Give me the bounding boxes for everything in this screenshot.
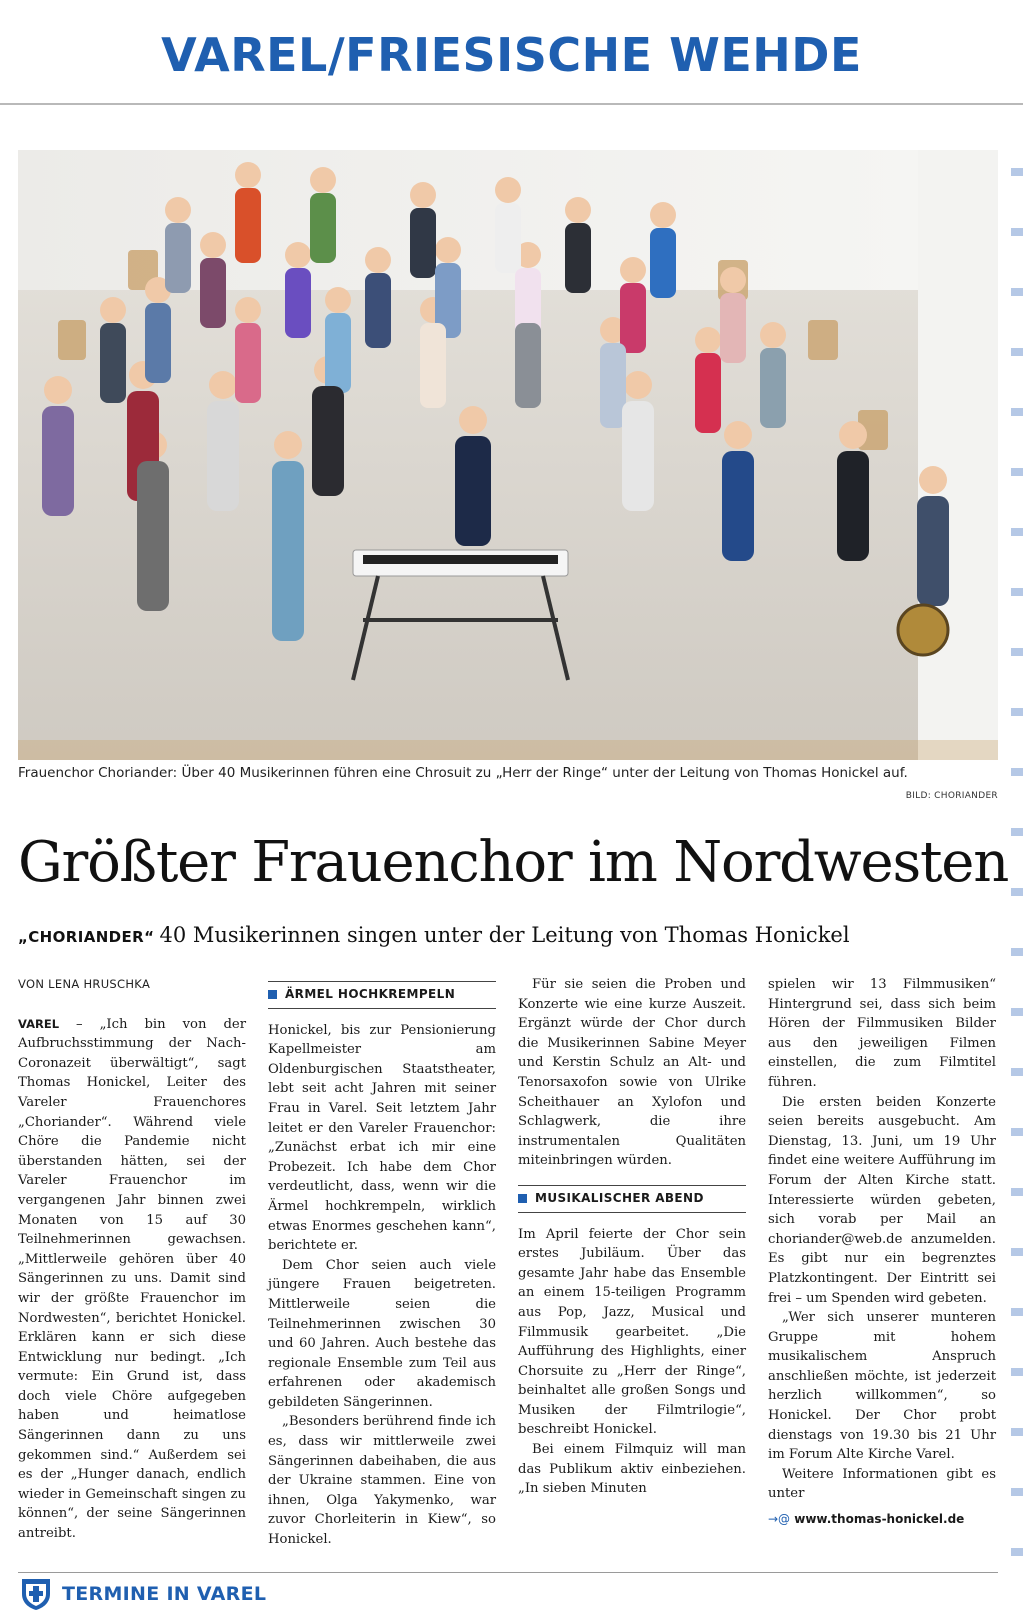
- link-arrow-icon: →@: [768, 1512, 791, 1527]
- section-title: VAREL/FRIESISCHE WEHDE: [161, 28, 862, 82]
- interim-heading-text: MUSIKALISCHER ABEND: [535, 1190, 704, 1205]
- photo-caption: Frauenchor Choriander: Über 40 Musikerinnen führen eine Chrosuit zu „Herr der Ringe“ unter der Leitung von Thomas Honickel auf.: [18, 765, 908, 781]
- article-headline: Größter Frauenchor im Nordwesten: [18, 830, 1009, 895]
- paragraph: „Besonders berührend finde ich es, dass wir mittlerweile zwei Sängerinnen dabeihaben, die aus der Ukraine stammen. Eine von ihnen, Olga Yakymenko, war zuvor Chorleiterin in Kiew“, so Honickel.: [268, 1414, 496, 1548]
- website-link-text[interactable]: www.thomas-honickel.de: [794, 1512, 965, 1527]
- paragraph-text: – „Ich bin von der Aufbruchsstimmung der Nach-Coronazeit überwältigt“, sagt Thomas Honickel, Leiter des Vareler Frauenchores „Choriander“. Während viele Chöre die Pandemie nicht überstanden hätten, sei der Vareler Frauenchor im vergangenen Jahr binnen zwei Monaten von 15 auf 30 Teilnehmerinnen gewachsen. „Mittlerweile gehören über 40 Sängerinnen zu uns. Damit sind wir der größte Frauenchor im Nordwesten“, berichtet Honickel. Erklären kann er sich diese Entwicklung nur bedingt. „Ich vermute: Ein Grund ist, dass doch viele Chöre aufgegeben haben und heimatlose Sängerinnen dann zu uns gekommen sind.“ Außerdem sei es der „Hunger danach, endlich wieder in Gemeinschaft singen zu können“, der seine Sängerinnen antreibt.: [18, 1016, 246, 1542]
- adjacent-column-edge: [1011, 150, 1023, 1600]
- paragraph: spielen wir 13 Filmmusiken“ Hintergrund sei, dass sich beim Hören der Filmmusiken Bilder aus den jeweiligen Filmen einstellen, die zum Filmtitel führen.: [768, 977, 996, 1090]
- article-subheadline: [18, 923, 1003, 947]
- article-column-2: [268, 975, 496, 1550]
- article-subheadline-text: 40 Musikerinnen singen unter der Leitung von Thomas Honickel: [159, 923, 850, 947]
- interim-heading-text: ÄRMEL HOCHKREMPELN: [285, 987, 456, 1001]
- paragraph: Bei einem Filmquiz will man das Publikum aktiv einbeziehen. „In sieben Minuten: [518, 1442, 746, 1497]
- section-header: [0, 0, 1023, 105]
- article-column-3: [518, 975, 746, 1499]
- article-column-4: [768, 975, 996, 1530]
- paragraph: Dem Chor seien auch viele jüngere Frauen beigetreten. Mittlerweile seien die Teilnehmerinnen zwischen 30 und 60 Jahren. Auch bestehe das regionale Ensemble zum Teil aus erfahrenen oder akademisch gebildeten Sängerinnen.: [268, 1257, 496, 1410]
- varel-crest-icon: [18, 1576, 54, 1612]
- footer-label: TERMINE IN VAREL: [62, 1583, 267, 1605]
- paragraph: Honickel, bis zur Pensionierung Kapellmeister am Oldenburgischen Staatstheater, lebt seit acht Jahren mit seiner Frau in Varel. Seit letztem Jahr leitet er den Vareler Frauenchor: „Zunächst erbat ich mir eine Probezeit. Ich habe dem Chor verdeutlicht, dass, wenn wir die Ärmel hochkrempeln, wirklich etwas Enormes geschehen kann“, berichtete er.: [268, 1022, 496, 1254]
- paragraph: Für sie seien die Proben und Konzerte wie eine kurze Auszeit. Ergänzt würde der Chor durch die Musikerinnen Sabine Meyer und Kerstin Schulz an Alt- und Tenorsaxofon sowie von Ulrike Scheithauer an Xylofon und Schlagwerk, die ihre instrumentalen Qualitäten miteinbringen würden.: [518, 977, 746, 1169]
- paragraph: Die ersten beiden Konzerte seien bereits ausgebucht. Am Dienstag, 13. Juni, um 19 Uhr findet eine weitere Aufführung im Forum der Alten Kirche statt. Interessierte würden gebeten, sich vorab per Mail an choriander@web.de anzumelden. Es gibt nur ein begrenztes Platzkontingent. Der Eintritt sei frei – um Spenden wird gebeten.: [768, 1094, 996, 1306]
- choir-photo-illustration: [18, 150, 998, 760]
- website-link[interactable]: [768, 1510, 996, 1530]
- interim-heading: [518, 1185, 746, 1213]
- heading-square-icon: [518, 1194, 527, 1203]
- byline: VON LENA HRUSCHKA: [18, 977, 151, 991]
- footer-section: [18, 1572, 998, 1612]
- paragraph: „Wer sich unserer munteren Gruppe mit hohem musikalischem Anspruch anschließen möchte, ist jederzeit herzlich willkommen“, so Honickel. Der Chor probt dienstags von 19.30 bis 21 Uhr im Forum Alte Kirche Varel.: [768, 1310, 996, 1463]
- paragraph: Im April feierte der Chor sein erstes Jubiläum. Über das gesamte Jahr habe das Ensemble an einem 15-teiligen Programm aus Pop, Jazz, Musical und Filmmusik gearbeitet. „Die Aufführung des Highlights, einer Chorsuite zu „Herr der Ringe“, beinhaltet alle großen Songs und Musiken der Filmtrilogie“, beschreibt Honickel.: [518, 1226, 746, 1438]
- paragraph: Weitere Informationen gibt es unter: [768, 1466, 996, 1502]
- dateline: VAREL: [18, 1016, 60, 1031]
- article-kicker: „CHORIANDER“: [18, 928, 155, 946]
- heading-square-icon: [268, 990, 277, 999]
- photo-credit: BILD: CHORIANDER: [905, 791, 998, 801]
- article-column-1: [18, 975, 246, 1544]
- choir-photo: [18, 150, 998, 760]
- paragraph: [18, 1015, 246, 1544]
- interim-heading: [268, 981, 496, 1009]
